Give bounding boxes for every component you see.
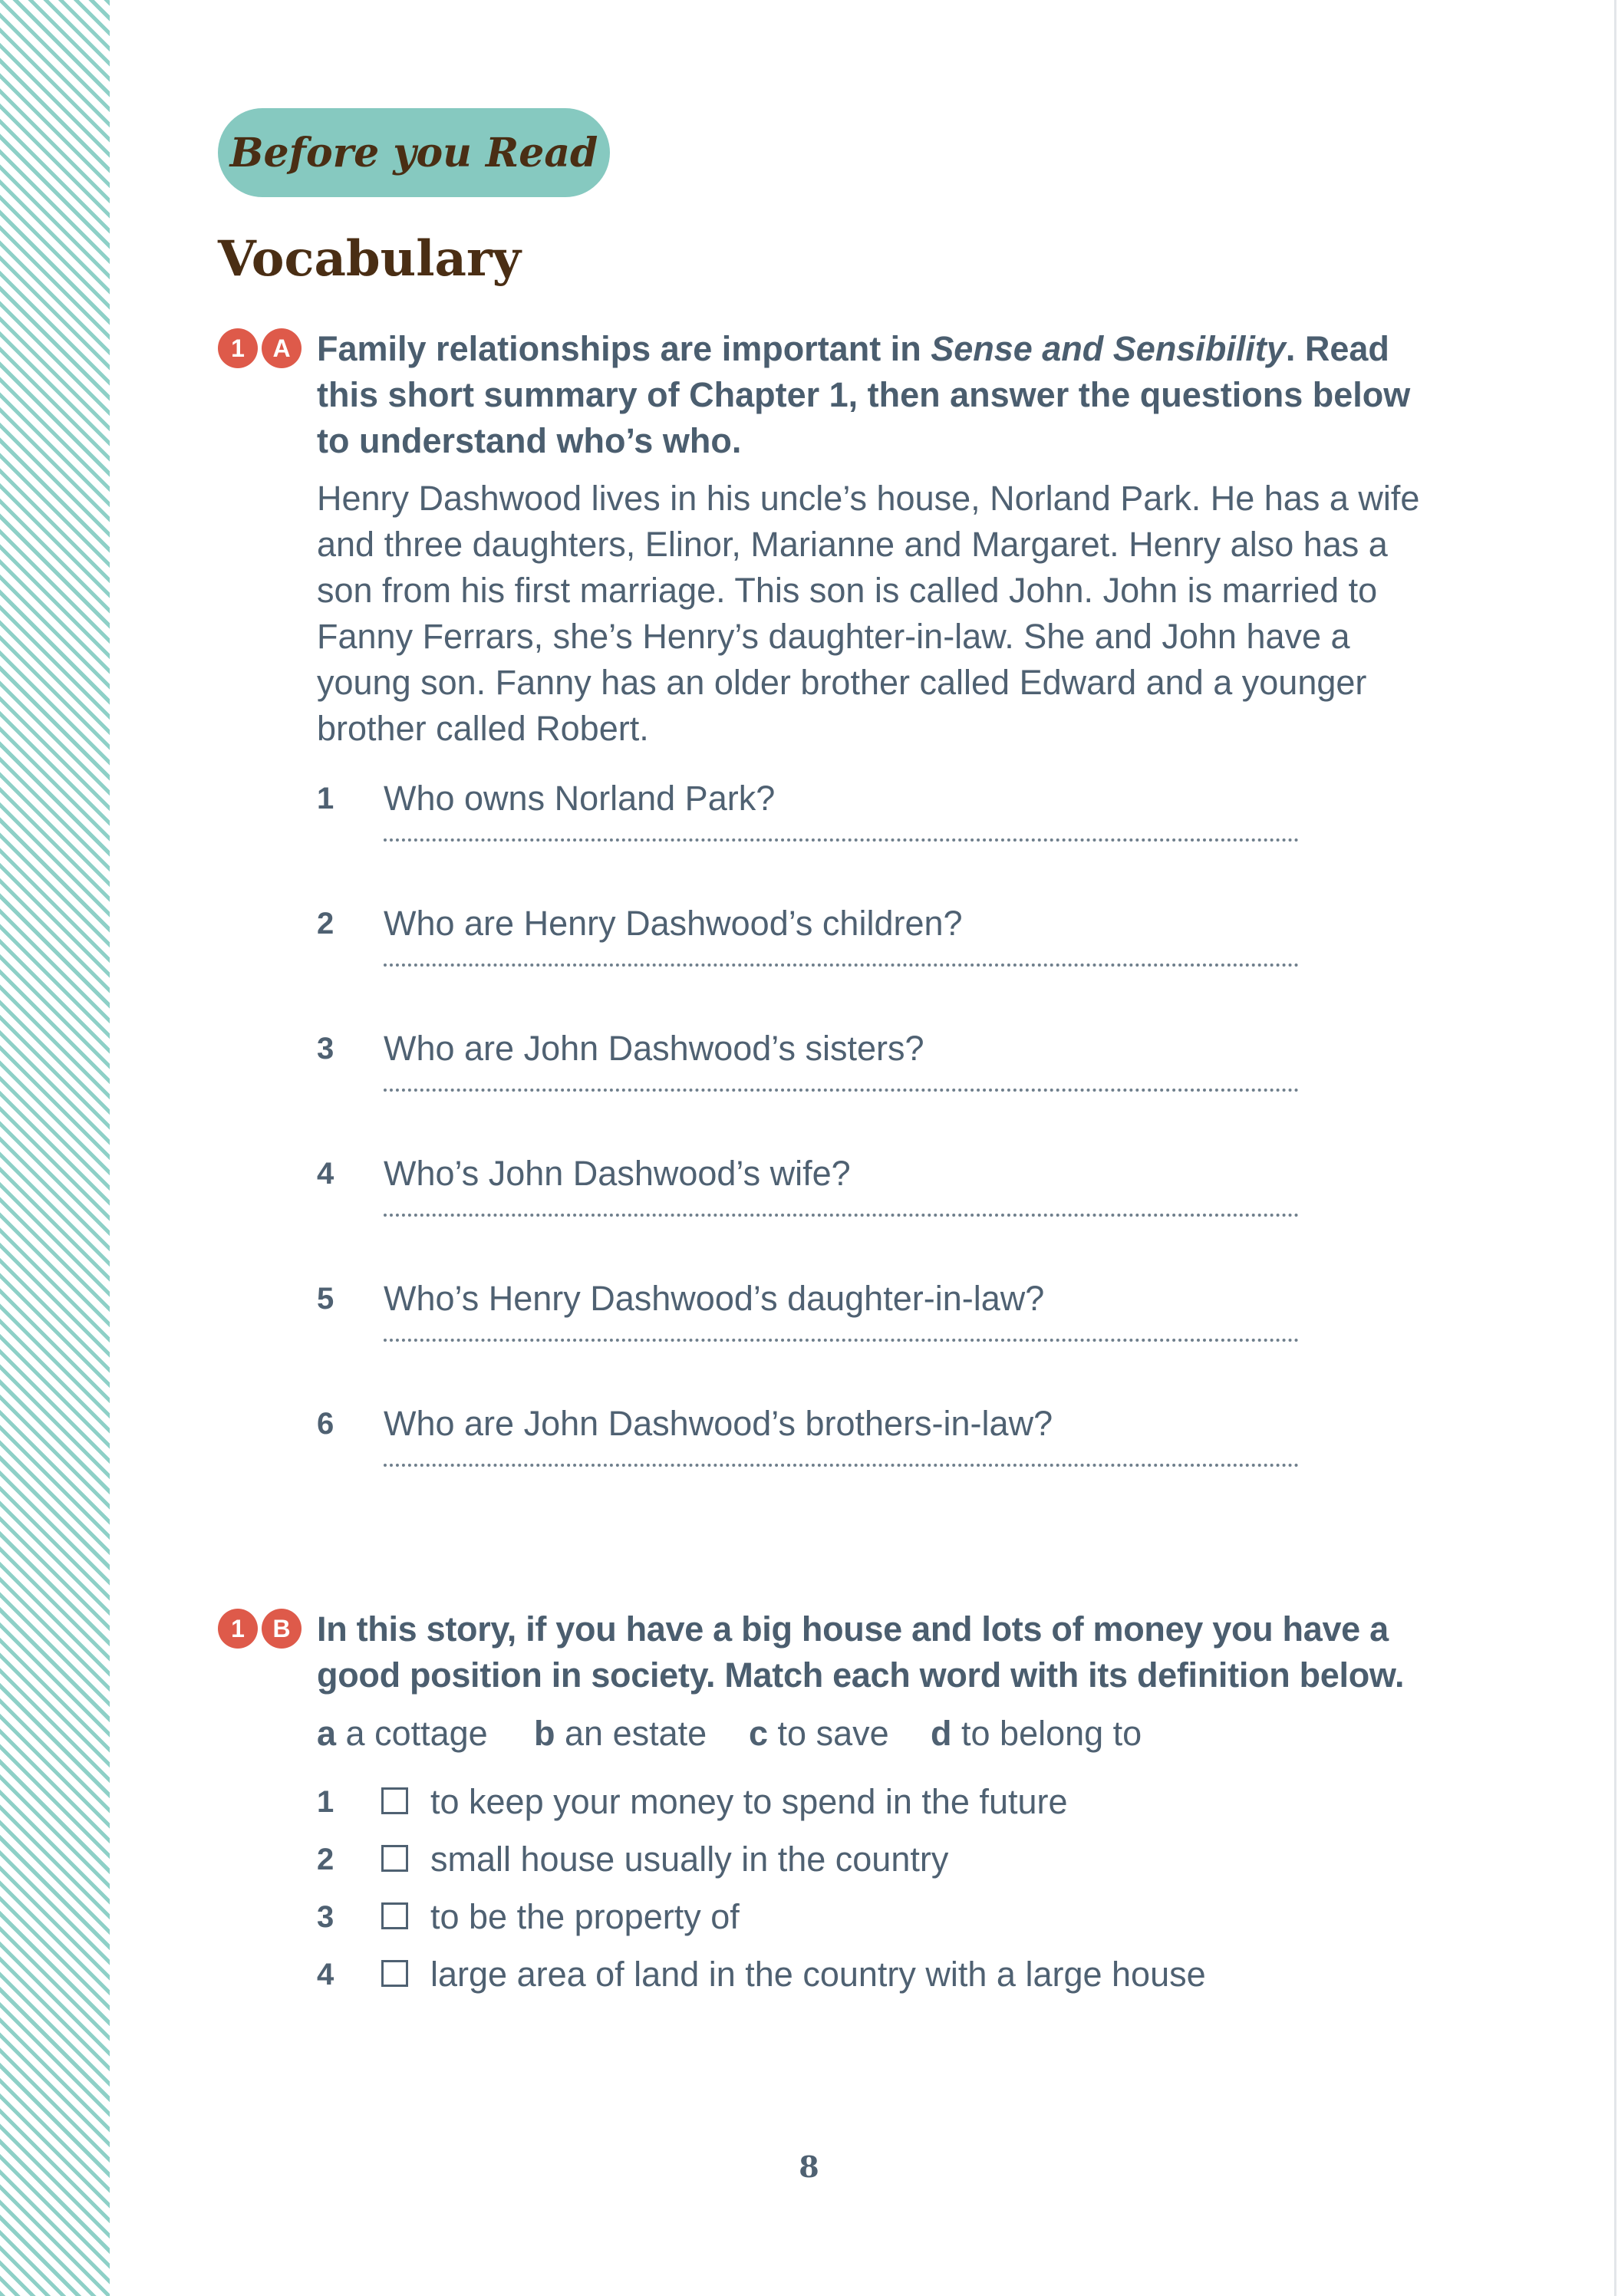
- option-text: an estate: [565, 1714, 707, 1753]
- exercise-a-badges: [218, 328, 302, 368]
- question-text: Who owns Norland Park?: [384, 779, 776, 818]
- page-edge-rule: [1614, 0, 1616, 2296]
- page-title: Vocabulary: [218, 230, 521, 288]
- question-item: [317, 1276, 1391, 1352]
- question-number: 6: [317, 1407, 334, 1441]
- chapter-summary: Henry Dashwood lives in his uncle’s house, Norland Park. He has a wife and three daughters, Elinor, Marianne and Margaret. Henry also has a son from his first marriage. This son is called John. John is married to Fanny Ferrars, she’s Henry’s daughter-in-law. She and John have a young son. Fanny has an older brother called Edward and a younger brother called Robert.: [317, 479, 1420, 748]
- instruction-text: . Read this short summary of Chapter 1, then answer the questions below to understand who’s who.: [317, 329, 1411, 460]
- definition-number: 2: [317, 1843, 334, 1876]
- answer-checkbox[interactable]: [381, 1845, 408, 1872]
- word-option: [534, 1711, 707, 1757]
- exercise-letter-badge: A: [262, 328, 302, 368]
- question-number: 5: [317, 1282, 334, 1316]
- question-item: [317, 1401, 1391, 1477]
- question-item: [317, 776, 1391, 852]
- page-number: 8: [799, 2149, 819, 2184]
- question-number: 1: [317, 782, 334, 815]
- definition-item: [317, 1952, 1391, 1998]
- option-letter: d: [931, 1714, 952, 1753]
- option-letter: b: [534, 1714, 555, 1753]
- question-number: 2: [317, 907, 334, 940]
- definition-item: [317, 1836, 1391, 1883]
- exercise-a-instruction: [317, 326, 1422, 464]
- answer-line[interactable]: [384, 838, 1299, 842]
- answer-line[interactable]: [384, 964, 1299, 967]
- instruction-text: Family relationships are important in: [317, 329, 931, 368]
- question-text: Who are John Dashwood’s brothers-in-law?: [384, 1404, 1053, 1443]
- answer-line[interactable]: [384, 1464, 1299, 1467]
- exercise-b-badges: [218, 1609, 302, 1649]
- option-text: to save: [777, 1714, 889, 1753]
- word-option: [749, 1711, 889, 1757]
- question-text: Who’s Henry Dashwood’s daughter-in-law?: [384, 1279, 1045, 1318]
- definition-text: small house usually in the country: [430, 1840, 949, 1879]
- definition-number: 4: [317, 1958, 334, 1991]
- answer-checkbox[interactable]: [381, 1787, 408, 1814]
- exercise-b-instruction: In this story, if you have a big house and lots of money you have a good position in society. Match each word with its definition below.: [317, 1609, 1405, 1695]
- question-item: [317, 1026, 1391, 1102]
- question-text: Who’s John Dashwood’s wife?: [384, 1154, 851, 1193]
- exercise-number-badge: 1: [218, 328, 258, 368]
- question-text: Who are Henry Dashwood’s children?: [384, 904, 963, 943]
- option-letter: a: [317, 1714, 337, 1753]
- question-number: 3: [317, 1032, 334, 1066]
- section-pill: [218, 108, 610, 197]
- section-pill-label: Before you Read: [229, 129, 598, 176]
- exercise-number-badge: 1: [218, 1609, 258, 1649]
- definition-number: 1: [317, 1785, 334, 1819]
- definition-item: [317, 1894, 1391, 1940]
- option-text: a cottage: [345, 1714, 488, 1753]
- answer-checkbox[interactable]: [381, 1960, 408, 1987]
- question-item: [317, 1151, 1391, 1227]
- book-title: Sense and Sensibility: [931, 329, 1286, 368]
- question-text: Who are John Dashwood’s sisters?: [384, 1029, 924, 1068]
- answer-line[interactable]: [384, 1214, 1299, 1217]
- definition-number: 3: [317, 1900, 334, 1934]
- word-option: [931, 1711, 1142, 1757]
- option-letter: c: [749, 1714, 769, 1753]
- word-option: [317, 1711, 488, 1757]
- definition-text: to keep your money to spend in the future: [430, 1782, 1068, 1821]
- question-number: 4: [317, 1157, 334, 1191]
- definition-text: to be the property of: [430, 1897, 740, 1936]
- question-item: [317, 901, 1391, 977]
- exercise-letter-badge: B: [262, 1609, 302, 1649]
- answer-line[interactable]: [384, 1089, 1299, 1092]
- answer-line[interactable]: [384, 1339, 1299, 1342]
- decorative-stripe-border: [0, 0, 110, 2296]
- option-text: to belong to: [961, 1714, 1142, 1753]
- answer-checkbox[interactable]: [381, 1902, 408, 1929]
- definition-text: large area of land in the country with a large house: [430, 1955, 1206, 1994]
- definition-item: [317, 1779, 1391, 1825]
